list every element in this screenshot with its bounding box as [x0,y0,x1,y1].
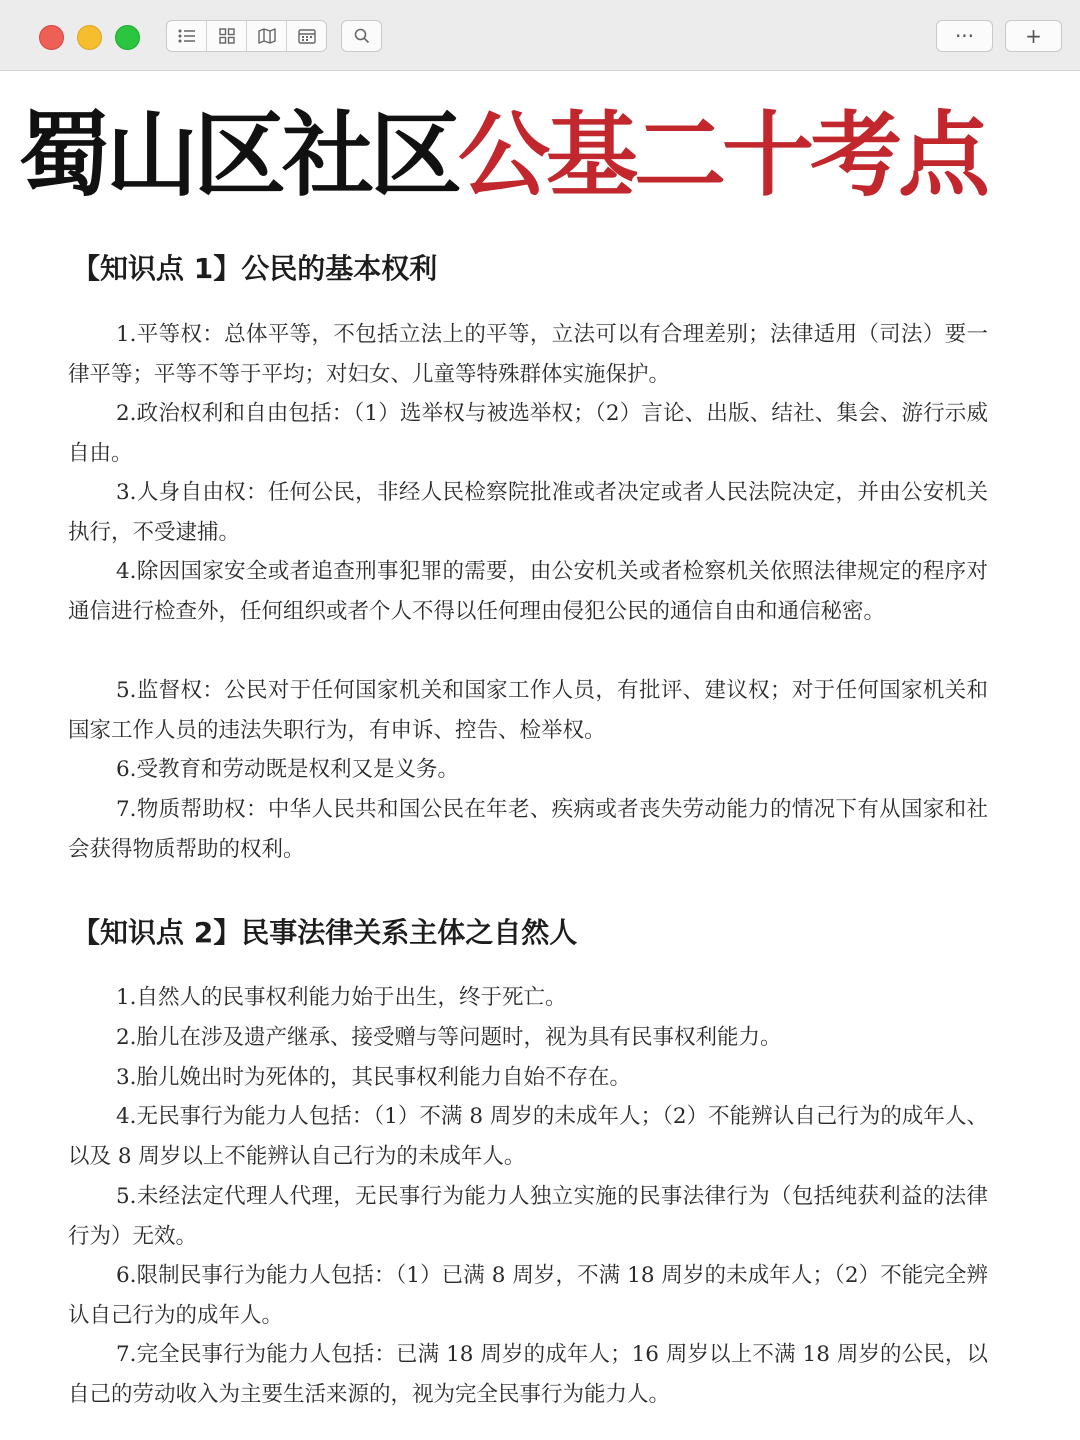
sidebar-list-icon[interactable] [167,21,207,51]
paragraph: 2.政治权利和自由包括：（1）选举权与被选举权；（2）言论、出版、结社、集会、游行示威自由。 [68,401,988,466]
add-icon[interactable]: + [1025,24,1042,48]
banner-title [18,96,1068,216]
paragraph: 7.物质帮助权：中华人民共和国公民在年老、疾病或者丧失劳动能力的情况下有从国家和社会获得物质帮助的权利。 [68,797,988,862]
view-mode-segmented-control [166,20,327,52]
add-button[interactable] [1005,20,1062,52]
banner-title-red: 公基二十考点 [458,102,987,209]
paragraph: 5.监督权：公民对于任何国家机关和国家工作人员，有批评、建议权；对于任何国家机关和国家工作人员的违法失职行为，有申诉、控告、检举权。 [68,678,988,743]
calendar-icon[interactable] [287,21,326,51]
paragraph: 6.受教育和劳动既是权利又是义务。 [116,757,460,782]
map-icon[interactable] [247,21,287,51]
search-button[interactable] [341,20,382,52]
section-heading: 【知识点 1】公民的基本权利 [72,252,438,285]
more-button[interactable] [936,20,993,52]
paragraph: 3.胎儿娩出时为死体的，其民事权利能力自始不存在。 [116,1065,632,1090]
zoom-window-button[interactable] [115,25,140,50]
paragraph: 2.胎儿在涉及遗产继承、接受赠与等问题时，视为具有民事权利能力。 [116,1025,782,1050]
paragraph: 6.限制民事行为能力人包括：（1）已满 8 周岁，不满 18 周岁的未成年人；（2）不能完全辨认自己行为的成年人。 [68,1263,988,1328]
paragraph: 3.人身自由权：任何公民，非经人民检察院批准或者决定或者人民法院决定，并由公安机关执行，不受逮捕。 [68,480,988,545]
banner-title-black: 蜀山区社区 [18,102,459,209]
section-heading: 【知识点 2】民事法律关系主体之自然人 [72,916,578,949]
grid-view-icon[interactable] [207,21,247,51]
minimize-window-button[interactable] [77,25,102,50]
more-icon[interactable]: ··· [954,24,975,48]
paragraph: 1.自然人的民事权利能力始于出生，终于死亡。 [116,985,567,1010]
paragraph: 1.平等权：总体平等，不包括立法上的平等，立法可以有合理差别；法律适用（司法）要一律平等；平等不等于平均；对妇女、儿童等特殊群体实施保护。 [68,322,988,387]
paragraph: 7.完全民事行为能力人包括：已满 18 周岁的成年人；16 周岁以上不满 18 周岁的公民，以自己的劳动收入为主要生活来源的，视为完全民事行为能力人。 [68,1342,988,1407]
close-window-button[interactable] [39,25,64,50]
paragraph: 5.未经法定代理人代理，无民事行为能力人独立实施的民事法律行为（包括纯获利益的法律行为）无效。 [68,1184,988,1249]
paragraph: 4.无民事行为能力人包括：（1）不满 8 周岁的未成年人；（2）不能辨认自己行为的成年人、以及 8 周岁以上不能辨认自己行为的未成年人。 [68,1104,988,1169]
window-toolbar [0,0,1080,71]
paragraph: 4.除因国家安全或者追查刑事犯罪的需要，由公安机关或者检察机关依照法律规定的程序对通信进行检查外，任何组织或者个人不得以任何理由侵犯公民的通信自由和通信秘密。 [68,559,988,624]
search-icon[interactable] [342,21,381,51]
